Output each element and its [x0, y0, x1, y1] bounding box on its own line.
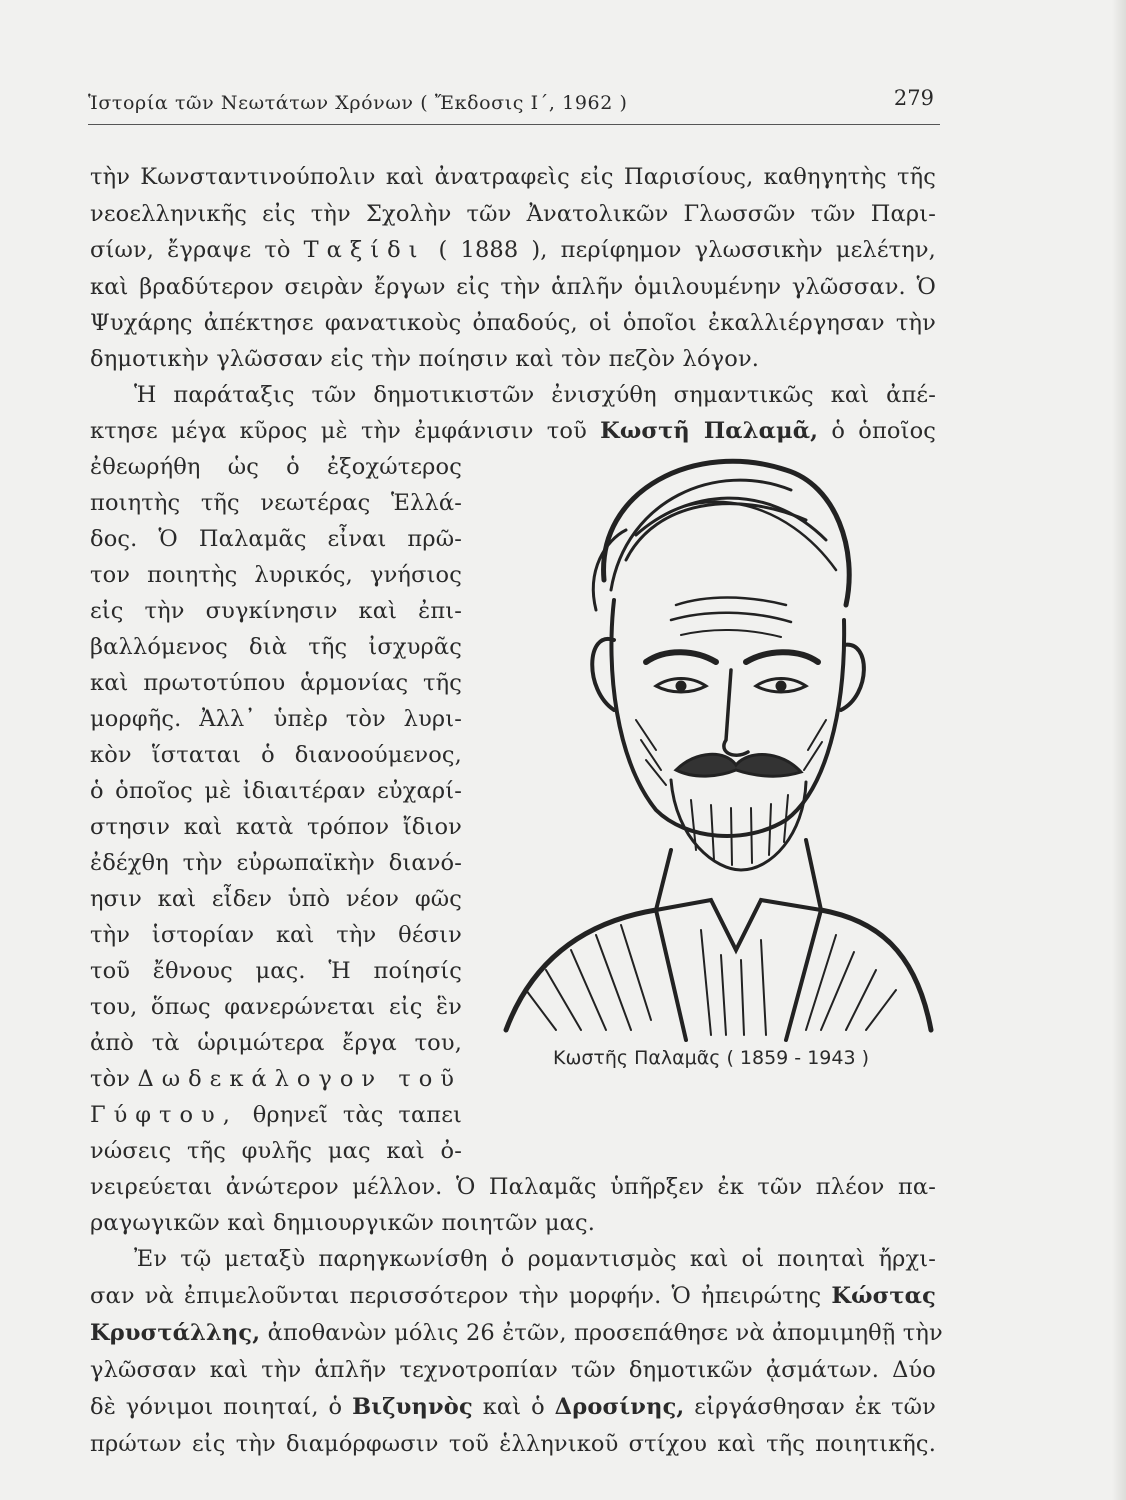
text-line: καὶ βραδύτερον σειρὰν ἔργων εἰς τὴν ἁπλῆν ὁμιλουμένην γλῶσσαν. Ὁ: [90, 274, 936, 300]
text-run: σαν νὰ ἐπιμελοῦνται περισσότερον τὴν μορφήν. Ὁ ἠπειρώτης: [90, 1283, 822, 1309]
text-run: ( 1888 ), περίφημον γλωσσικὴν μελέτην,: [438, 237, 936, 263]
page-edge-shadow: [1112, 0, 1126, 1500]
text-line: [90, 1100, 462, 1130]
text-line: τον ποιητὴς λυρικός, γνήσιος: [90, 562, 462, 588]
text-line: ἀπὸ τὰ ὡριμώτερα ἔργα του,: [90, 1030, 462, 1056]
name-kostis-palamas: Κωστῆ Παλαμᾶ,: [600, 418, 819, 444]
text-line: ραγωγικῶν καὶ δημιουργικῶν ποιητῶν μας.: [90, 1210, 596, 1236]
text-run: εἰργάσθησαν ἐκ τῶν: [694, 1394, 936, 1420]
text-line: [90, 1281, 936, 1311]
text-line: Ἐν τῷ μεταξὺ παρηγκωνίσθη ὁ ρομαντισμὸς καὶ οἱ ποιηταὶ ἤρχι-: [134, 1246, 936, 1272]
header-rule: [88, 124, 940, 125]
text-line: Ἡ παράταξις τῶν δημοτικιστῶν ἐνισχύθη σημαντικῶς καὶ ἀπέ-: [134, 382, 936, 408]
portrait-engraving: [486, 430, 936, 1042]
text-run: σίων, ἔγραψε τὸ: [90, 237, 291, 263]
text-line: εἰς τὴν συγκίνησιν καὶ ἐπι-: [90, 598, 462, 624]
text-line: νώσεις τῆς φυλῆς μας καὶ ὀ-: [90, 1138, 462, 1164]
text-line: [90, 235, 936, 265]
text-line: του, ὅπως φανερώνεται εἰς ἓν: [90, 994, 462, 1020]
text-line: τὴν ἱστορίαν καὶ τὴν θέσιν: [90, 922, 462, 948]
text-line: δημοτικὴν γλῶσσαν εἰς τὴν ποίησιν καὶ τὸν πεζὸν λόγον.: [90, 346, 760, 372]
text-run: ἀποθανὼν μόλις 26 ἐτῶν, προσεπάθησε νὰ ἀπομιμηθῇ τὴν: [267, 1320, 943, 1346]
text-line: ὁ ὁποῖος μὲ ἰδιαιτέραν εὐχαρί-: [90, 778, 462, 804]
text-line: τὴν Κωνσταντινούπολιν καὶ ἀνατραφεὶς εἰς Παρισίους, καθηγητὴς τῆς: [90, 164, 936, 190]
text-line: κὸν ἵσταται ὁ διανοούμενος,: [90, 742, 462, 768]
text-line: στησιν καὶ κατὰ τρόπον ἴδιον: [90, 814, 462, 840]
text-run: καὶ ὁ: [482, 1394, 545, 1420]
page-number: 279: [893, 86, 934, 110]
text-line: βαλλόμενος διὰ τῆς ἰσχυρᾶς: [90, 634, 462, 660]
text-line: ἐδέχθη τὴν εὐρωπαϊκὴν διανό-: [90, 850, 462, 876]
work-title-dodekalogos: Δωδεκάλογον τοῦ: [137, 1066, 462, 1092]
text-line: [90, 1392, 936, 1422]
text-run: θρηνεῖ τὰς ταπει: [252, 1102, 462, 1128]
text-line: ἐθεωρήθη ὡς ὁ ἐξοχώτερος: [90, 454, 462, 480]
text-run: δὲ γόνιμοι ποιηταί, ὁ: [90, 1394, 343, 1420]
name-vizyinos: Βιζυηνὸς: [352, 1394, 473, 1420]
work-title-gyftou: Γύφτου,: [90, 1102, 238, 1128]
portrait-caption: Κωστῆς Παλαμᾶς ( 1859 - 1943 ): [552, 1047, 869, 1069]
text-line: τοῦ ἔθνους μας. Ἡ ποίησίς: [90, 958, 462, 984]
text-line: [90, 1318, 943, 1348]
text-line: γλῶσσαν καὶ τὴν ἁπλῆν τεχνοτροπίαν τῶν δημοτικῶν ᾀσμάτων. Δύο: [90, 1357, 936, 1383]
text-line: πρώτων εἰς τὴν διαμόρφωσιν τοῦ ἑλληνικοῦ στίχου καὶ τῆς ποιητικῆς.: [90, 1431, 936, 1457]
running-title: Ἱστορία τῶν Νεωτάτων Χρόνων ( Ἔκδοσις Ι΄, 1962 ): [88, 92, 628, 114]
running-header: [88, 86, 934, 126]
text-run: ὁ ὁποῖος: [831, 418, 937, 444]
text-line: δος. Ὁ Παλαμᾶς εἶναι πρῶ-: [90, 526, 462, 552]
text-line: Ψυχάρης ἀπέκτησε φανατικοὺς ὀπαδούς, οἱ ὁποῖοι ἐκαλλιέργησαν τὴν: [90, 310, 936, 336]
text-run: κτησε μέγα κῦρος μὲ τὴν ἐμφάνισιν τοῦ: [90, 418, 587, 444]
text-line: ποιητὴς τῆς νεωτέρας Ἑλλά-: [90, 490, 462, 516]
text-line: μορφῆς. Ἀλλ᾽ ὑπὲρ τὸν λυρι-: [90, 706, 462, 732]
text-line: [90, 1064, 462, 1094]
name-drosinis: Δροσίνης,: [554, 1394, 685, 1420]
text-run: τὸν: [90, 1066, 131, 1092]
name-krystallis: Κρυστάλλης,: [90, 1320, 261, 1346]
text-line: καὶ πρωτοτύπου ἁρμονίας τῆς: [90, 670, 462, 696]
text-line: νεοελληνικῆς εἰς τὴν Σχολὴν τῶν Ἀνατολικῶν Γλωσσῶν τῶν Παρι-: [90, 201, 936, 227]
work-title-taxidi: Ταξίδι: [303, 237, 426, 263]
text-line: ησιν καὶ εἶδεν ὑπὸ νέον φῶς: [90, 886, 462, 912]
name-kostas: Κώστας: [831, 1283, 936, 1309]
text-line: νειρεύεται ἀνώτερον μέλλον. Ὁ Παλαμᾶς ὑπῆρξεν ἐκ τῶν πλέον πα-: [90, 1174, 936, 1200]
